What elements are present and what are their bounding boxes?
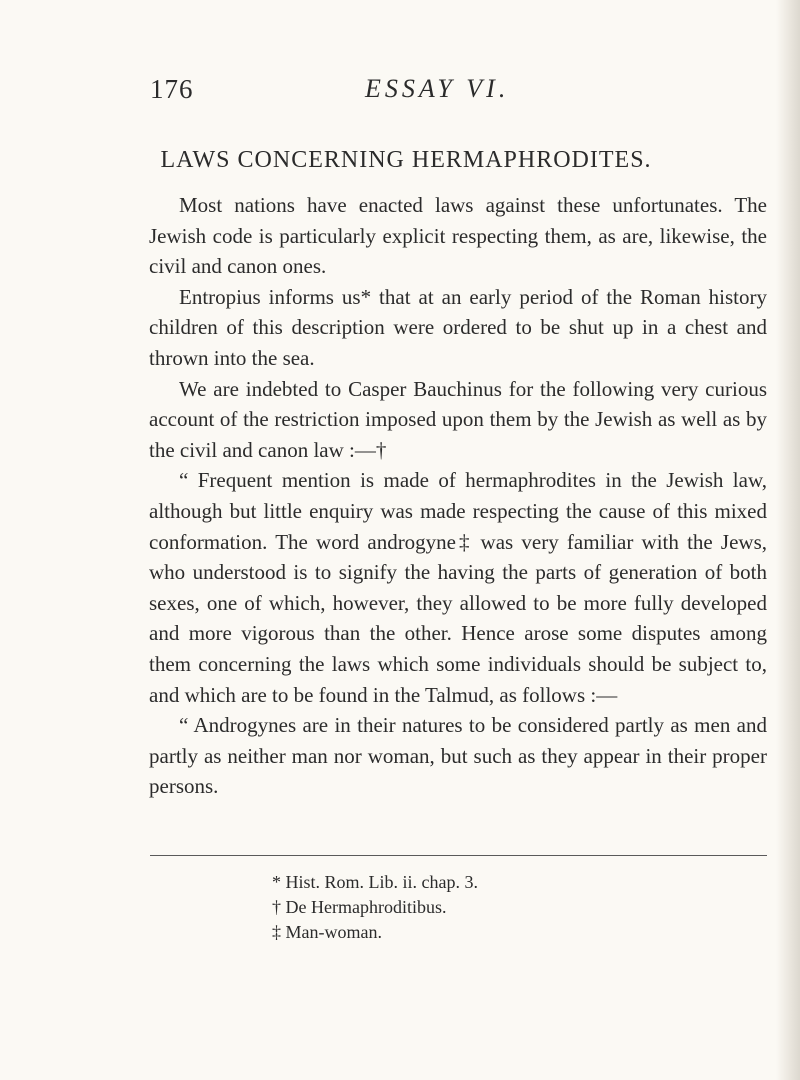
chapter-title: LAWS CONCERNING HERMAPHRODITES. bbox=[160, 147, 652, 173]
paragraph: “ Androgynes are in their natures to be considered partly as men and partly as neither man nor woman, but such as they appear in their proper persons. bbox=[149, 713, 767, 799]
body-text bbox=[149, 190, 767, 802]
footnote: † De Hermaphroditibus. bbox=[272, 897, 447, 917]
footnote: ‡ Man-woman. bbox=[272, 922, 382, 942]
running-title: ESSAY VI. bbox=[365, 74, 510, 103]
paragraph: Entropius informs us* that at an early period of the Roman history children of this description were ordered to be shut up in a chest and thrown into the sea. bbox=[149, 284, 767, 370]
running-head bbox=[0, 70, 800, 110]
paragraph: Most nations have enacted laws against these unfortunates. The Jewish code is particularly explicit respecting them, as are, likewise, the civil and canon ones. bbox=[149, 193, 767, 279]
paragraph: “ Frequent mention is made of hermaphrodites in the Jewish law, although but little enquiry was made respecting the cause of this mixed conformation. The word androgyne‡ was very familiar with the Jews, who understood is to signify the having the parts of generation of both sexes, one of which, however, they allowed to be more fully developed and more vigorous than the other. Hence arose some disputes among them concerning the laws which some individuals should be subject to, and which are to be found in the Talmud, as follows :— bbox=[149, 468, 767, 707]
footnote: * Hist. Rom. Lib. ii. chap. 3. bbox=[272, 872, 478, 892]
footnote-rule bbox=[150, 855, 767, 856]
footnotes bbox=[272, 870, 478, 945]
paragraph: We are indebted to Casper Bauchinus for the following very curious account of the restriction imposed upon them by the Jewish as well as by the civil and canon law :—† bbox=[149, 376, 767, 462]
page-number: 176 bbox=[150, 74, 194, 104]
